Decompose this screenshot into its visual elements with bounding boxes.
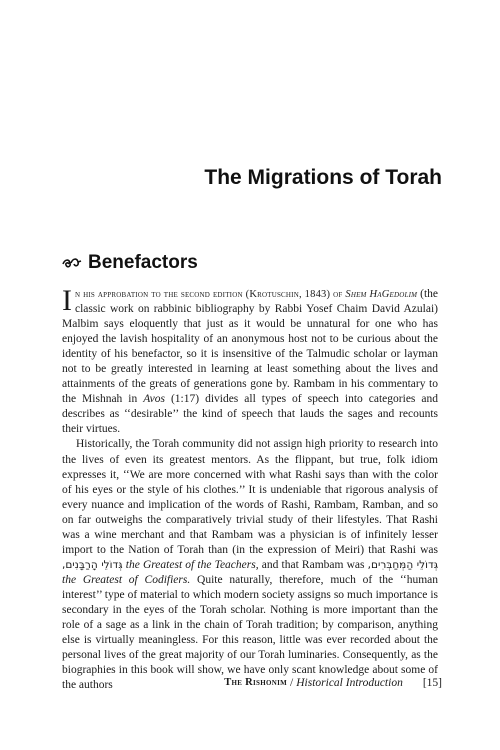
paragraph-2 xyxy=(62,437,438,693)
running-head-left: The Rishonim xyxy=(224,677,288,688)
body-text xyxy=(62,284,439,693)
drop-cap: I xyxy=(62,284,72,317)
page-number: [15] xyxy=(422,677,442,689)
section-heading xyxy=(62,252,198,274)
lead-smallcaps: n his approbation to the second edition (Krotuschin, 1843) of xyxy=(75,289,343,300)
hebrew-phrase-2: גְּדוֹלֵי הַמְּחַבְּרִים, xyxy=(367,558,439,571)
section-title: Benefactors xyxy=(88,252,198,273)
paragraph-2-text-b: and that Rambam was xyxy=(261,558,365,571)
tractate-title: Avos xyxy=(143,393,165,406)
paragraph-1-text: (the classic work on rabbinic bibliography by Rabbi Yosef Chaim David Azulai) Malbim says eloquently that just as it would be unnatural for one who has enjoyed the lavish hospitality of an anonymous host not to be curious about the identity of his benefactor, so it is insensitive of the Talmudic scholar or layman not to be greatly interested in learning at least something about the lives and attainments of the greats of generations gone by. Rambam in his commentary to the Mishnah in xyxy=(62,288,439,406)
section-ornament-icon xyxy=(62,255,82,271)
paragraph-1-end: (1:17) divides all types of speech into categories and describes as ‘‘desirable’’ the kind of speech that lauds the sages and recounts their virtues. xyxy=(62,393,438,436)
running-head-separator: / xyxy=(290,677,294,689)
title-phrase-1: the Greatest of the Teachers, xyxy=(125,558,259,571)
paragraph-2-text-a: Historically, the Torah community did not assign high priority to research into the lives of even its greatest mentors. As the flippant, but true, folk idiom expresses it, ‘‘We are more concerned with what Rashi says than with the color of his eyes or the style of his clothes.’’ It is undeniable that rigorous analysis of every nuance and implication of the words of Rashi, Rambam, Ramban, and so on far outweighs the comparatively trivial study of their lifestyles. That Rashi was a wine merchant and that Rambam was a physician is of infinitely lesser import to the Nation of Torah than (in the expression of Meiri) that Rashi was xyxy=(62,438,438,556)
running-head-right: Historical Introduction xyxy=(296,677,403,689)
running-footer xyxy=(224,677,442,689)
hebrew-phrase-1: גְּדוֹלֵי הָרַבָּנִים, xyxy=(62,558,123,571)
chapter-title: The Migrations of Torah xyxy=(204,166,442,189)
title-phrase-2: the Greatest of Codifiers. xyxy=(62,573,191,586)
paragraph-1 xyxy=(62,284,439,437)
paragraph-2-text-c: Quite naturally, therefore, much of the ‘‘human interest’’ type of material to which modern society assigns so much importance is secondary in the eyes of the Torah scholar. Nothing is more important than the role of a sage as a link in the chain of Torah tradition; by comparison, anything else is virtually meaningless. For this reason, little was ever recorded about the personal lives of the great majority of our Torah luminaries. Consequently, as the biographies in this book will show, we have only scant knowledge about some of the authors xyxy=(62,573,438,692)
work-title: Shem HaGedolim xyxy=(345,289,418,300)
